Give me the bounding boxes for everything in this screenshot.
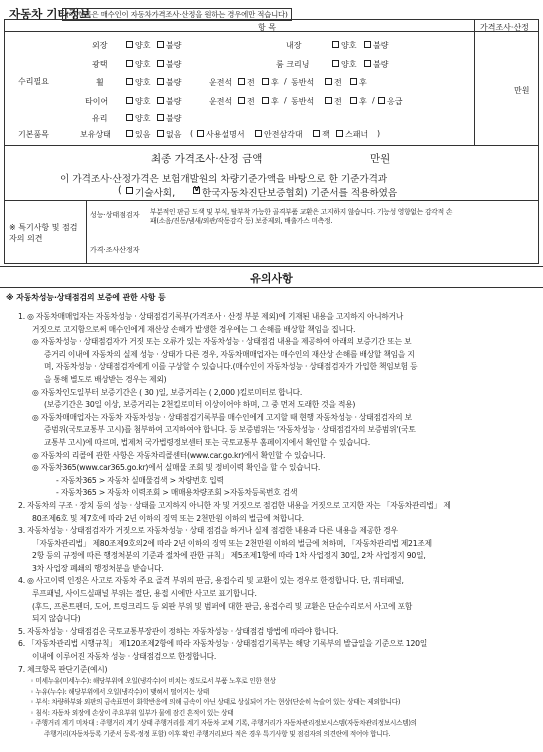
- tire-emergency-checkbox[interactable]: [378, 97, 385, 104]
- notice-line: 교통부 고시)에 따르며, 법제처 국가법령정보센터 또는 국토교통부 홈페이지에서 확인할 수 있습니다.: [44, 437, 370, 447]
- notice-line: (보증기간은 30일 이상, 보증거리는 2천킬로미터 이상이어야 하며, 그 중 먼저 도래한 것을 적용): [44, 400, 356, 410]
- special-text: 패(소음/진동/냄새/외관/작동감각 등) 보증제외, 배출가스 미측정.: [150, 217, 333, 225]
- divider: [0, 266, 543, 267]
- option-label: 불량: [166, 114, 182, 123]
- notice-line: 3차 사업장 폐쇄의 행정처분을 받습니다.: [32, 563, 164, 573]
- option-label: 응급: [387, 97, 403, 106]
- row-label-ownership: 보유상태: [80, 130, 111, 139]
- option-label: 양호: [341, 41, 357, 50]
- option-label: 양호: [135, 78, 151, 87]
- option-label: 안전삼각대: [264, 130, 303, 139]
- row-label-exterior: 외장: [92, 41, 108, 50]
- notice-line: 되지 않습니다): [32, 614, 81, 624]
- driver-label: 운전석: [209, 78, 233, 87]
- option-label: 양호: [135, 97, 151, 106]
- notice-line: ◎ 자동차성능 · 상태점검자가 거짓 또는 오류가 있는 자동차성능 · 상태점검 내용을 제공하여 아래의 보증기간 또는 보: [32, 337, 412, 347]
- option-label: 불량: [166, 60, 182, 69]
- special-notes-label: ※ 특기사항 및 점검자의 의견: [9, 223, 78, 243]
- final-price-unit: 만원: [370, 153, 391, 165]
- other-info-table: [4, 19, 539, 264]
- passenger-label: 동반석: [291, 97, 315, 106]
- divider: [0, 287, 543, 288]
- option-label: 사용설명서: [206, 130, 245, 139]
- price-unit: 만원: [514, 86, 530, 95]
- wheel-driver-rear-checkbox[interactable]: [262, 78, 269, 85]
- notice-line: (후드, 프론트펜더, 도어, 트렁크리드 등 외판 부위 및 범퍼에 대한 판금, 용접수리 및 교환은 단순수리로서 사고에 포함: [32, 601, 413, 611]
- basis-assoc-checkbox[interactable]: [126, 187, 133, 194]
- jack-checkbox[interactable]: [313, 130, 320, 137]
- tire-bad-checkbox[interactable]: [157, 97, 164, 104]
- notice-line: 3. 자동차성능 · 상태점검자가 거짓으로 자동차성능 · 상태 점검을 하거나 실제 점검한 내용과 다른 내용을 제공한 경우: [18, 526, 398, 536]
- option-label: 잭: [322, 130, 330, 139]
- final-price-label: 최종 가격조사·산정 금액: [151, 153, 263, 165]
- row-label-room-cleaning: 룸 크리닝: [276, 60, 310, 69]
- notice-line: 2. 자동차의 구조 · 장치 등의 성능 · 상태를 고지하지 아니한 자 및 거짓으로 점검한 내용을 거짓으로 고지한 자는 「자동차관리법」 제: [18, 500, 451, 510]
- basis-option: 기술사회,: [135, 188, 176, 199]
- criteria-line: ◦ 미세누유(미세누수): 해당부위에 오일(냉각수)이 비치는 정도로서 부품 노후로 인한 현상: [30, 677, 276, 685]
- notice-line: ◎ 자동차매매업자는 자동차 자동차성능 · 상태점검기록부를 매수인에게 고지할 때 현행 자동차성능 · 상태점검자의 보: [32, 412, 412, 422]
- inspection-record-page: 자동차 기타정보 (이 항목은 매수인이 자동차가격조사·산정을 원하는 경우에만 적습니다) 항 목 가격조사·산정 외장 양호 불량 내장 양호 불량 광택 양호 불량 룸 크리닝 양호 불량 수리필요 휠 양호 불량 운전석 전 후 / 동반석 전 후 타이어 양호 불량 운전석 전 후 / 동반석 전 후 / 응급 만원 유리 양호 불량 기본품목 보유상태 있음 없음 ( 사용설명서 안전삼각대 잭 스패너 ) 최종 가격조사·산정 금액 만원 이 가격조사·산정가격은 보험개발원의 차량기준가액을 바탕으로 한 기준가격과 ( 기술사회, V 한국자동차진단보증협회) 기준서를 적용하였음 ※ 특기사항 및 점검자의 의견 성능·상태점검자 부분적인 판금 도색 및 부식, 탈부착 가능한 골격부품 교환은 고지하지 않습니다. 기능성 영향없는 감각적 손 패(소음/진동/냄새/외관/작동감각 등) 보증제외, 배출가스 미측정. 가격·조사산정자 유의사항 ※ 자동차성능·상태점검의 보증에 관한 사항 등 1. ◎ 자동차매매업자는 자동차성능 · 상태점검기록부(가격조사 · 산정 부분 제외)에 기재된 내용을 고지하지 아니하거나 거짓으로 고지함으로써 매수인에게 재산상 손해가 발생한 경우에는 그 손해를 배상할 책임을 집니다. ◎ 자동차성능 · 상태점검자가 거짓 또는 오류가 있는 자동차성능 · 상태점검 내용을 제공하여 아래의 보증기간 또는 보 증거리 이내에 자동차의 실제 성능 · 상태가 다른 경우, 자동차매매업자는 매수인의 재산상 손해를 배상할 책임을 지 며, 자동차성능 · 상태점검자에게 이를 구상할 수 있습니다.(매수인이 자동차성능 · 상태점검자가 가입한 책임보험 등 을 통해 별도로 배상받는 경우는 제외) ◎ 자동차인도일부터 보증기간은 ( 30 )일, 보증거리는 ( 2,000 )킬로미터로 합니다. (보증기간은 30일 이상, 보증거리는 2천킬로미터 이상이어야 하며, 그 중 먼저 도래한 것을 적용) ◎ 자동차매매업자는 자동차 자동차성능 · 상태점검기록부를 매수인에게 고지할 때 현행 자동차성능 · 상태점검자의 보 증범위(국토교통부 고시)를 첨부하여 고지하여야 합니다. 등 보증범위는 '자동차성능 · 상태점검자의 보증범위'(국토 교통부 고시)에 따르며, 법제처 국가법령정보센터 또는 국토교통부 홈페이지에서 확인할 수 있습니다. ◎ 자동차의 리콜에 관한 사항은 자동차리콜센터(www.car.go.kr)에서 확인할 수 있습니다. ◎ 자동차365(www.car365.go.kr)에서 실매물 조회 및 정비이력 확인을 할 수 있습니다. - 자동차365 > 자동차 실매물검색 > 차량번호 입력 - 자동차365 > 자동차 이력조회 > 매매용차량조회 >자동차등록번호 검색 2. 자동차의 구조 · 장치 등의 성능 · 상태를 고지하지 아니한 자 및 거짓으로 점검한 내용을 거짓으로 고지한 자는 「자동차관리법」 제 80조제6호 및 제7호에 따라 2년 이하의 징역 또는 2천만원 이하의 벌금에 처합니다. 3. 자동차성능 · 상태점검자가 거짓으로 자동차성능 · 상태 점검을 하거나 실제 점검한 내용과 다른 내용을 제공한 경우 「자동차관리법」 제80조제9호의2에 따라 2년 이하의 징역 또는 2천만원 이하의 벌금에 처하며, 「자동차관리법 제21조제 2항 등의 규정에 따른 행정처분의 기준과 절차에 관한 규칙」 제5조제1항에 따라 1차 사업정지 30일, 2차 사업정지 90일, 3차 사업장 폐쇄의 행정처분을 받습니다. 4. ◎ 사고이력 인정은 사고로 자동차 주요 골격 부위의 판금, 용접수리 및 교환이 있는 경우로 한정합니다. 단, 쿼터패널, 루프패널, 사이드실패널 부위는 절단, 용접 시에만 사고로 표기합니다. (후드, 프론트펜더, 도어, 트렁크리드 등 외판 부위 및 범퍼에 대한 판금, 용접수리 및 교환은 단순수리로서 사고에 포함 되지 않습니다) 5. 자동차성능 · 상태점검은 국토교통부장관이 정하는 자동차성능 · 상태점검 방법에 따라야 합니다. 6. 「자동차관리법 시행규칙」 제120조제2항에 따라 자동차성능 · 상태점검기록부는 해당 기록부의 발급일을 기준으로 120일 이내에 이루어진 자동차 성능 · 상태점검으로 한정합니다. 7. 체크항목 판단기준(예시) ◦ 미세누유(미세누수): 해당부위에 오일(냉각수)이 비치는 정도로서 부품 노후로 인한 현상 ◦ 누유(누수): 해당부위에서 오일(냉각수)이 맺혀서 떨어지는 상태 ◦ 부식: 차량하부와 외판의 금속표면이 화학반응에 의해 금속이 아닌 상태로 상실되어 가는 현상(단순히 녹슬어 있는 상태는 제외합니다) ◦ 침식: 자동차 외장에 손상이 주요부위 일부가 물에 잠긴 흔적이 있는 상태 ◦ 주행거리 계기 미차대 : 주행거리 계기 상태 주행거리를 계기 자동차 교체 기록, 주행거리가 자동차관리정보시스템(자동차관리정보시스템)의 주행거리(자동차등록 기준서 등록·정정 포함) 이후 확인 주행거리보다 적은 경우 특기사항 및 점검자의 의견란에 적어야 합니다.: [0, 0, 543, 752]
- room-bad-checkbox[interactable]: [364, 60, 371, 67]
- divider: [4, 145, 539, 146]
- option-label: 후: [359, 78, 367, 87]
- notice-line: 을 통해 별도로 배상받는 경우는 제외): [44, 374, 167, 384]
- option-label: 전: [247, 78, 255, 87]
- ownership-have-checkbox[interactable]: [126, 130, 133, 137]
- notice-body: [18, 311, 538, 676]
- triangle-checkbox[interactable]: [255, 130, 262, 137]
- col-price-header: 가격조사·산정: [480, 23, 529, 32]
- notice-line: 며, 자동차성능 · 상태점검자에게 이를 구상할 수 있습니다.(매수인이 자동차성능 · 상태점검자가 가입한 책임보험 등: [44, 362, 418, 372]
- row-label-interior: 내장: [286, 41, 302, 50]
- col-item-header: 항 목: [258, 23, 276, 32]
- room-good-checkbox[interactable]: [332, 60, 339, 67]
- criteria-line: ◦ 부식: 차량하부와 외판의 금속표면이 화학반응에 의해 금속이 아닌 상태로 상실되어 가는 현상(단순히 녹슬어 있는 상태는 제외합니다): [30, 698, 401, 707]
- section-subtitle: (이 항목은 매수인이 자동차가격조사·산정을 원하는 경우에만 적습니다): [62, 8, 292, 21]
- notice-line: 증범위(국토교통부 고시)를 첨부하여 고지하여야 합니다. 등 보증범위는 '자동차성능 · 상태점검자의 보증범위'(국토: [44, 425, 416, 435]
- wheel-good-checkbox[interactable]: [126, 78, 133, 85]
- interior-bad-checkbox[interactable]: [364, 41, 371, 48]
- tire-passenger-rear-checkbox[interactable]: [350, 97, 357, 104]
- option-label: 전: [247, 97, 255, 106]
- basis-kada-checkbox[interactable]: [193, 187, 200, 194]
- criteria-line: ◦ 주행거리 계기 미차대 : 주행거리 계기 상태 주행거리를 계기 자동차 교체 기록, 주행거리가 자동차관리정보시스템(자동차관리정보시스템)의: [30, 719, 417, 728]
- gloss-good-checkbox[interactable]: [126, 60, 133, 67]
- special-text: 부분적인 판금 도색 및 부식, 탈부착 가능한 골격부품 교환은 고지하지 않습니다. 기능성 영향없는 감각적 손: [150, 208, 453, 216]
- option-label: 양호: [135, 41, 151, 50]
- row-label-tire: 타이어: [85, 97, 109, 106]
- glass-good-checkbox[interactable]: [126, 114, 133, 121]
- option-label: 불량: [373, 60, 389, 69]
- passenger-label: 동반석: [291, 78, 315, 87]
- spanner-checkbox[interactable]: [336, 130, 343, 137]
- option-label: 불량: [373, 41, 389, 50]
- gloss-bad-checkbox[interactable]: [157, 60, 164, 67]
- notice-line: ◎ 자동차365(www.car365.go.kr)에서 실매물 조회 및 정비이력 확인을 할 수 있습니다.: [32, 463, 321, 473]
- criteria-list: [30, 676, 540, 740]
- interior-good-checkbox[interactable]: [332, 41, 339, 48]
- notice-line: 7. 체크항목 판단기준(예시): [18, 664, 108, 674]
- notice-line: 80조제6호 및 제7호에 따라 2년 이하의 징역 또는 2천만원 이하의 벌금에 처합니다.: [32, 513, 304, 523]
- notice-line: 1. ◎ 자동차매매업자는 자동차성능 · 상태점검기록부(가격조사 · 산정 부분 제외)에 기재된 내용을 고지하지 아니하거나: [18, 312, 404, 321]
- option-label: 양호: [135, 60, 151, 69]
- option-label: 불량: [166, 41, 182, 50]
- ownership-none-checkbox[interactable]: [157, 130, 164, 137]
- option-label: 불량: [166, 78, 182, 87]
- option-label: 후: [271, 97, 279, 106]
- tire-driver-rear-checkbox[interactable]: [262, 97, 269, 104]
- notice-line: - 자동차365 > 자동차 실매물검색 > 차량번호 입력: [56, 475, 224, 485]
- criteria-line: ◦ 누유(누수): 해당부위에서 오일(냉각수)이 맺혀서 떨어지는 상태: [30, 687, 209, 696]
- option-label: 불량: [166, 97, 182, 106]
- divider: [86, 200, 87, 264]
- wheel-driver-front-checkbox[interactable]: [238, 78, 245, 85]
- notice-line: 「자동차관리법」 제80조제9호의2에 따라 2년 이하의 징역 또는 2천만원 이하의 벌금에 처하며, 「자동차관리법 제21조제: [32, 538, 432, 548]
- driver-label: 운전석: [209, 97, 233, 106]
- notice-line: 루프패널, 사이드실패널 부위는 절단, 용접 시에만 사고로 표기합니다.: [32, 589, 257, 599]
- notice-line: 거짓으로 고지함으로써 매수인에게 재산상 손해가 발생한 경우에는 그 손해를 배상할 책임을 집니다.: [32, 324, 356, 334]
- notice-line: - 자동차365 > 자동차 이력조회 > 매매용차량조회 >자동차등록번호 검색: [56, 488, 298, 498]
- wheel-passenger-front-checkbox[interactable]: [325, 78, 332, 85]
- notice-line: 증거리 이내에 자동차의 실제 성능 · 상태가 다른 경우, 자동차매매업자는 매수인의 재산상 손해를 배상할 책임을 지: [44, 349, 415, 359]
- group-label-basic: 기본품목: [18, 130, 49, 139]
- option-label: 전: [334, 78, 342, 87]
- row-label-glass: 유리: [92, 114, 108, 123]
- option-label: 없음: [166, 130, 182, 139]
- notice-line: 이내에 이루어진 자동차 성능 · 상태점검으로 한정합니다.: [32, 652, 217, 662]
- row-label-gloss: 광택: [92, 60, 108, 69]
- criteria-line: 주행거리(자동차등록 기준서 등록·정정 포함) 이후 확인 주행거리보다 적은 경우 특기사항 및 점검자의 의견란에 적어야 합니다.: [44, 729, 391, 738]
- option-label: 전: [334, 97, 342, 106]
- option-label: 양호: [341, 60, 357, 69]
- notice-line: 6. 「자동차관리법 시행규칙」 제120조제2항에 따라 자동차성능 · 상태점검기록부는 해당 기록부의 발급일을 기준으로 120일: [18, 639, 428, 649]
- tire-passenger-front-checkbox[interactable]: [325, 97, 332, 104]
- notice-line: 4. ◎ 사고이력 인정은 사고로 자동차 주요 골격 부위의 판금, 용접수리 및 교환이 있는 경우로 한정합니다. 단, 쿼터패널,: [18, 576, 404, 586]
- divider: [474, 19, 475, 145]
- criteria-line: ◦ 침식: 자동차 외장에 손상이 주요부위 일부가 물에 잠긴 흔적이 있는 상태: [30, 708, 234, 717]
- option-label: 스패너: [345, 130, 369, 139]
- notice-title: 유의사항: [250, 272, 293, 285]
- option-label: 후: [359, 97, 367, 106]
- glass-bad-checkbox[interactable]: [157, 114, 164, 121]
- inspector-label: 성능·상태점검자: [90, 211, 140, 219]
- exterior-good-checkbox[interactable]: [126, 41, 133, 48]
- notice-heading: ※ 자동차성능·상태점검의 보증에 관한 사항 등: [6, 293, 166, 302]
- notice-line: 2항 등의 규정에 따른 행정처분의 기준과 절차에 관한 규칙」 제5조제1항에 따라 1차 사업정지 30일, 2차 사업정지 90일,: [32, 551, 426, 561]
- appraiser-label: 가격·조사산정자: [90, 246, 140, 254]
- wheel-passenger-rear-checkbox[interactable]: [350, 78, 357, 85]
- divider: [4, 200, 539, 201]
- notice-line: ◎ 자동차의 리콜에 관한 사항은 자동차리콜센터(www.car.go.kr)에서 확인할 수 있습니다.: [32, 450, 326, 460]
- row-label-wheel: 휠: [96, 78, 104, 87]
- tire-good-checkbox[interactable]: [126, 97, 133, 104]
- manual-checkbox[interactable]: [197, 130, 204, 137]
- exterior-bad-checkbox[interactable]: [157, 41, 164, 48]
- option-label: 후: [271, 78, 279, 87]
- group-label-repair: 수리필요: [18, 77, 49, 86]
- option-label: 양호: [135, 114, 151, 123]
- basis-option: 한국자동차진단보증협회) 기준서를 적용하였음: [202, 188, 398, 199]
- notice-line: ◎ 자동차인도일부터 보증기간은 ( 30 )일, 보증거리는 ( 2,000 )킬로미터로 합니다.: [32, 387, 303, 397]
- wheel-bad-checkbox[interactable]: [157, 78, 164, 85]
- section-title: 자동차 기타정보: [9, 7, 91, 21]
- tire-driver-front-checkbox[interactable]: [238, 97, 245, 104]
- notice-line: 5. 자동차성능 · 상태점검은 국토교통부장관이 정하는 자동차성능 · 상태점검 방법에 따라야 합니다.: [18, 626, 339, 636]
- option-label: 있음: [135, 130, 151, 139]
- basis-text: 이 가격조사·산정가격은 보험개발원의 차량기준가액을 바탕으로 한 기준가격과: [60, 174, 388, 185]
